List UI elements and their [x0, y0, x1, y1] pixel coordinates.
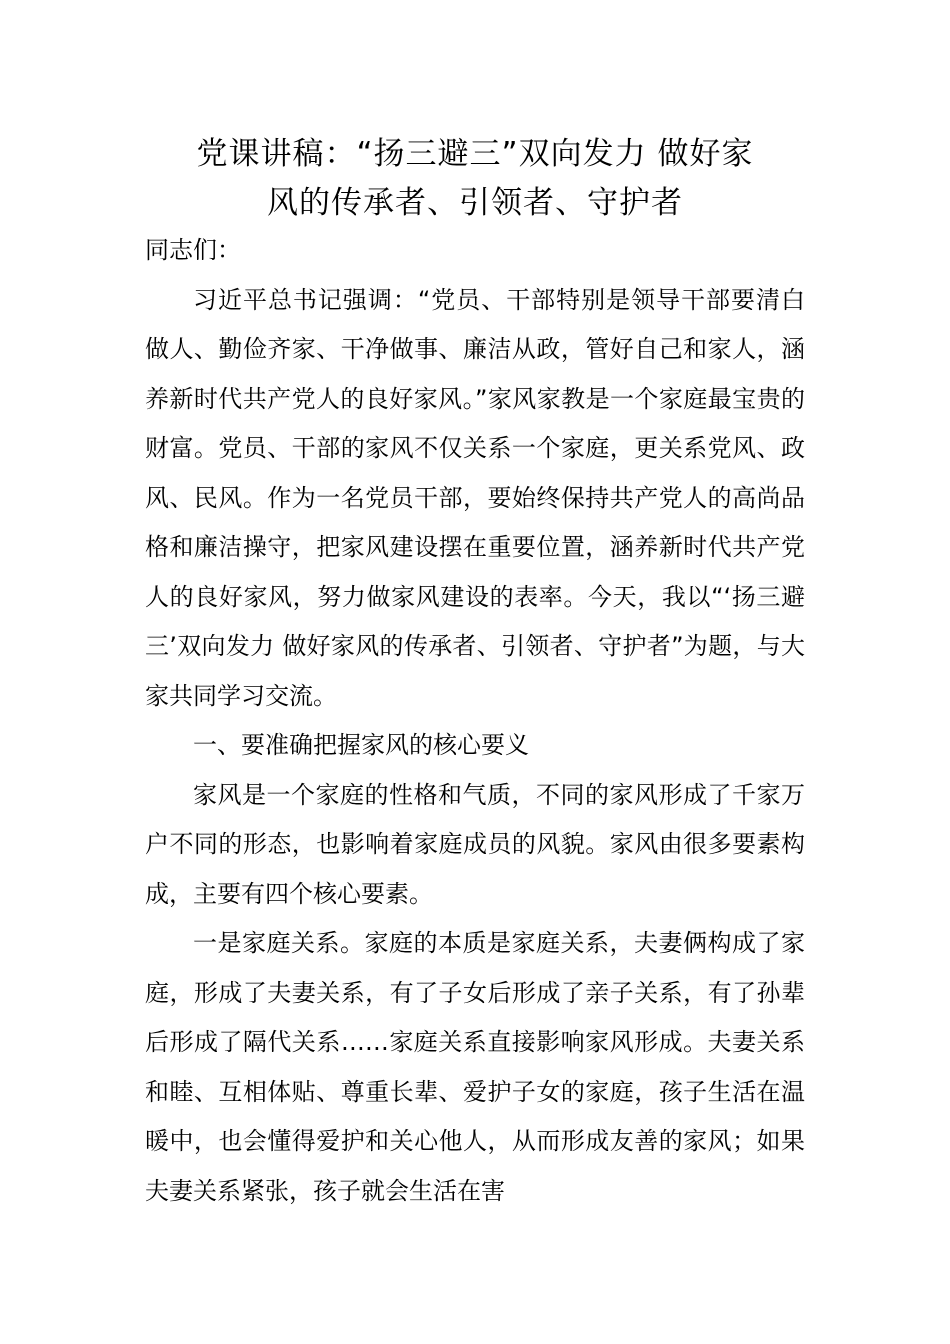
salutation: 同志们： [145, 236, 241, 264]
paragraph-family-relations: 一是家庭关系。家庭的本质是家庭关系，夫妻俩构成了家庭，形成了夫妻关系，有了子女后形成了亲子关系，有了孙辈后形成了隔代关系……家庭关系直接影响家风形成。夫妻关系和睦、互相体贴、尊重长辈、爱护子女的家庭，孩子生活在温暖中，也会懂得爱护和关心他人，从而形成友善的家风；如果夫妻关系紧张，孩子就会生活在害 [145, 929, 805, 1205]
paragraph-family-style: 家风是一个家庭的性格和气质，不同的家风形成了千家万户不同的形态，也影响着家庭成员的风貌。家风由很多要素构成，主要有四个核心要素。 [145, 780, 805, 908]
document-body [145, 226, 805, 1216]
title-line-1: 党课讲稿：“扬三避三”双向发力 做好家 [196, 136, 754, 172]
paragraph-intro: 习近平总书记强调：“党员、干部特别是领导干部要清白做人、勤俭齐家、干净做事、廉洁从政，管好自己和家人，涵养新时代共产党人的良好家风。”家风家教是一个家庭最宝贵的财富。党员、干部的家风不仅关系一个家庭，更关系党风、政风、民风。作为一名党员干部，要始终保持共产党人的高尚品格和廉洁操守，把家风建设摆在重要位置，涵养新时代共产党人的良好家风，努力做家风建设的表率。今天，我以“‘扬三避三’双向发力 做好家风的传承者、引领者、守护者”为题，与大家共同学习交流。 [145, 285, 805, 710]
document-title [145, 130, 805, 228]
section-heading-1: 一、要准确把握家风的核心要义 [193, 731, 529, 759]
title-line-2: 风的传承者、引领者、守护者 [267, 185, 683, 221]
